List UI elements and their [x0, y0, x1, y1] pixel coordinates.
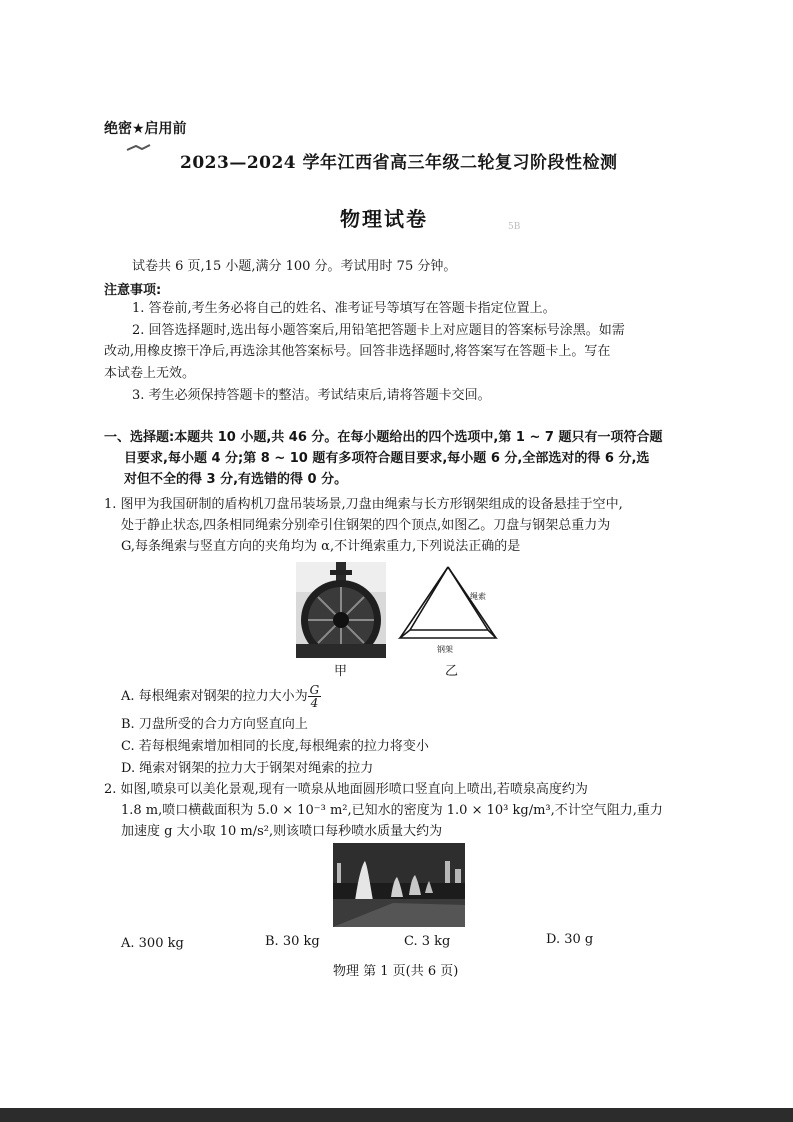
q1-stem-line-2: 处于静止状态,四条相同绳索分别牵引住钢架的四个顶点,如图乙。刀盘与钢架总重力为: [121, 518, 611, 533]
q1-option-a: [121, 684, 321, 709]
q1-stem-line-1: 1. 图甲为我国研制的盾构机刀盘吊装场景,刀盘由绳索与长方形钢架组成的设备悬挂于空中,: [104, 497, 623, 512]
note-2-line-3: 本试卷上无效。: [104, 366, 196, 381]
exam-intro: 试卷共 6 页,15 小题,满分 100 分。考试用时 75 分钟。: [132, 259, 457, 274]
margin-mark: 5B: [508, 222, 521, 232]
fraction-denominator: 4: [310, 696, 319, 710]
frame-label: 钢架: [437, 645, 453, 654]
note-3: 3. 考生必须保持答题卡的整洁。考试结束后,请将答题卡交回。: [132, 388, 491, 403]
section-1-line-3: 对但不全的得 3 分,有选错的得 0 分。: [124, 472, 348, 487]
figure-b-label: 乙: [445, 664, 459, 679]
note-2-line-2: 改动,用橡皮擦干净后,再选涂其他答案标号。回答非选择题时,将答案写在答题卡上。写在: [104, 344, 611, 359]
exam-title: 2023—2024 学年江西省高三年级二轮复习阶段性检测: [180, 153, 618, 173]
page-footer: 物理 第 1 页(共 6 页): [333, 964, 459, 979]
subject-title: 物理试卷: [340, 207, 428, 231]
q2-option-c: C. 3 kg: [404, 934, 451, 949]
q2-option-b: B. 30 kg: [265, 934, 320, 949]
scan-smudge: [126, 143, 152, 153]
figure-a-label: 甲: [334, 664, 348, 679]
q1-option-d: D. 绳索对钢架的拉力大于钢架对绳索的拉力: [121, 761, 374, 776]
q1-stem-line-3: G,每条绳索与竖直方向的夹角均为 α,不计绳索重力,下列说法正确的是: [121, 539, 521, 554]
note-1: 1. 答卷前,考生务必将自己的姓名、准考证号等填写在答题卡指定位置上。: [132, 301, 556, 316]
section-1-line-2: 目要求,每小题 4 分;第 8 ~ 10 题有多项符合题目要求,每小题 6 分,全部选对的得 6 分,选: [124, 451, 650, 466]
figure-cutterhead-photo: [296, 562, 386, 658]
q1-option-c: C. 若每根绳索增加相同的长度,每根绳索的拉力将变小: [121, 739, 429, 754]
q2-option-a: A. 300 kg: [121, 936, 184, 951]
figure-fountain-photo: [333, 843, 465, 927]
q2-stem-line-2: 1.8 m,喷口横截面积为 5.0 × 10⁻³ m²,已知水的密度为 1.0 × 10³ kg/m³,不计空气阻力,重力: [121, 803, 663, 818]
section-1-line-1: 一、选择题:本题共 10 小题,共 46 分。在每小题给出的四个选项中,第 1 ~ 7 题只有一项符合题: [104, 430, 663, 445]
confidential-mark: 绝密★启用前: [104, 121, 187, 137]
q1-option-a-fraction: [308, 684, 322, 709]
fraction-numerator: G: [309, 683, 320, 697]
q1-option-a-text: A. 每根绳索对钢架的拉力大小为: [121, 689, 308, 704]
notes-heading: 注意事项:: [104, 283, 162, 298]
q2-stem-line-1: 2. 如图,喷泉可以美化景观,现有一喷泉从地面圆形喷口竖直向上喷出,若喷泉高度约为: [104, 782, 588, 797]
note-2-line-1: 2. 回答选择题时,选出每小题答案后,用铅笔把答题卡上对应题目的答案标号涂黑。如需: [132, 323, 625, 338]
figure-rope-frame-diagram: [396, 564, 502, 646]
q1-option-b: B. 刀盘所受的合力方向竖直向上: [121, 717, 308, 732]
q2-stem-line-3: 加速度 g 大小取 10 m/s²,则该喷口每秒喷水质量大约为: [121, 824, 443, 839]
scan-bottom-edge: [0, 1108, 793, 1122]
rope-label: 绳索: [470, 592, 486, 601]
q2-option-d: D. 30 g: [546, 932, 594, 947]
